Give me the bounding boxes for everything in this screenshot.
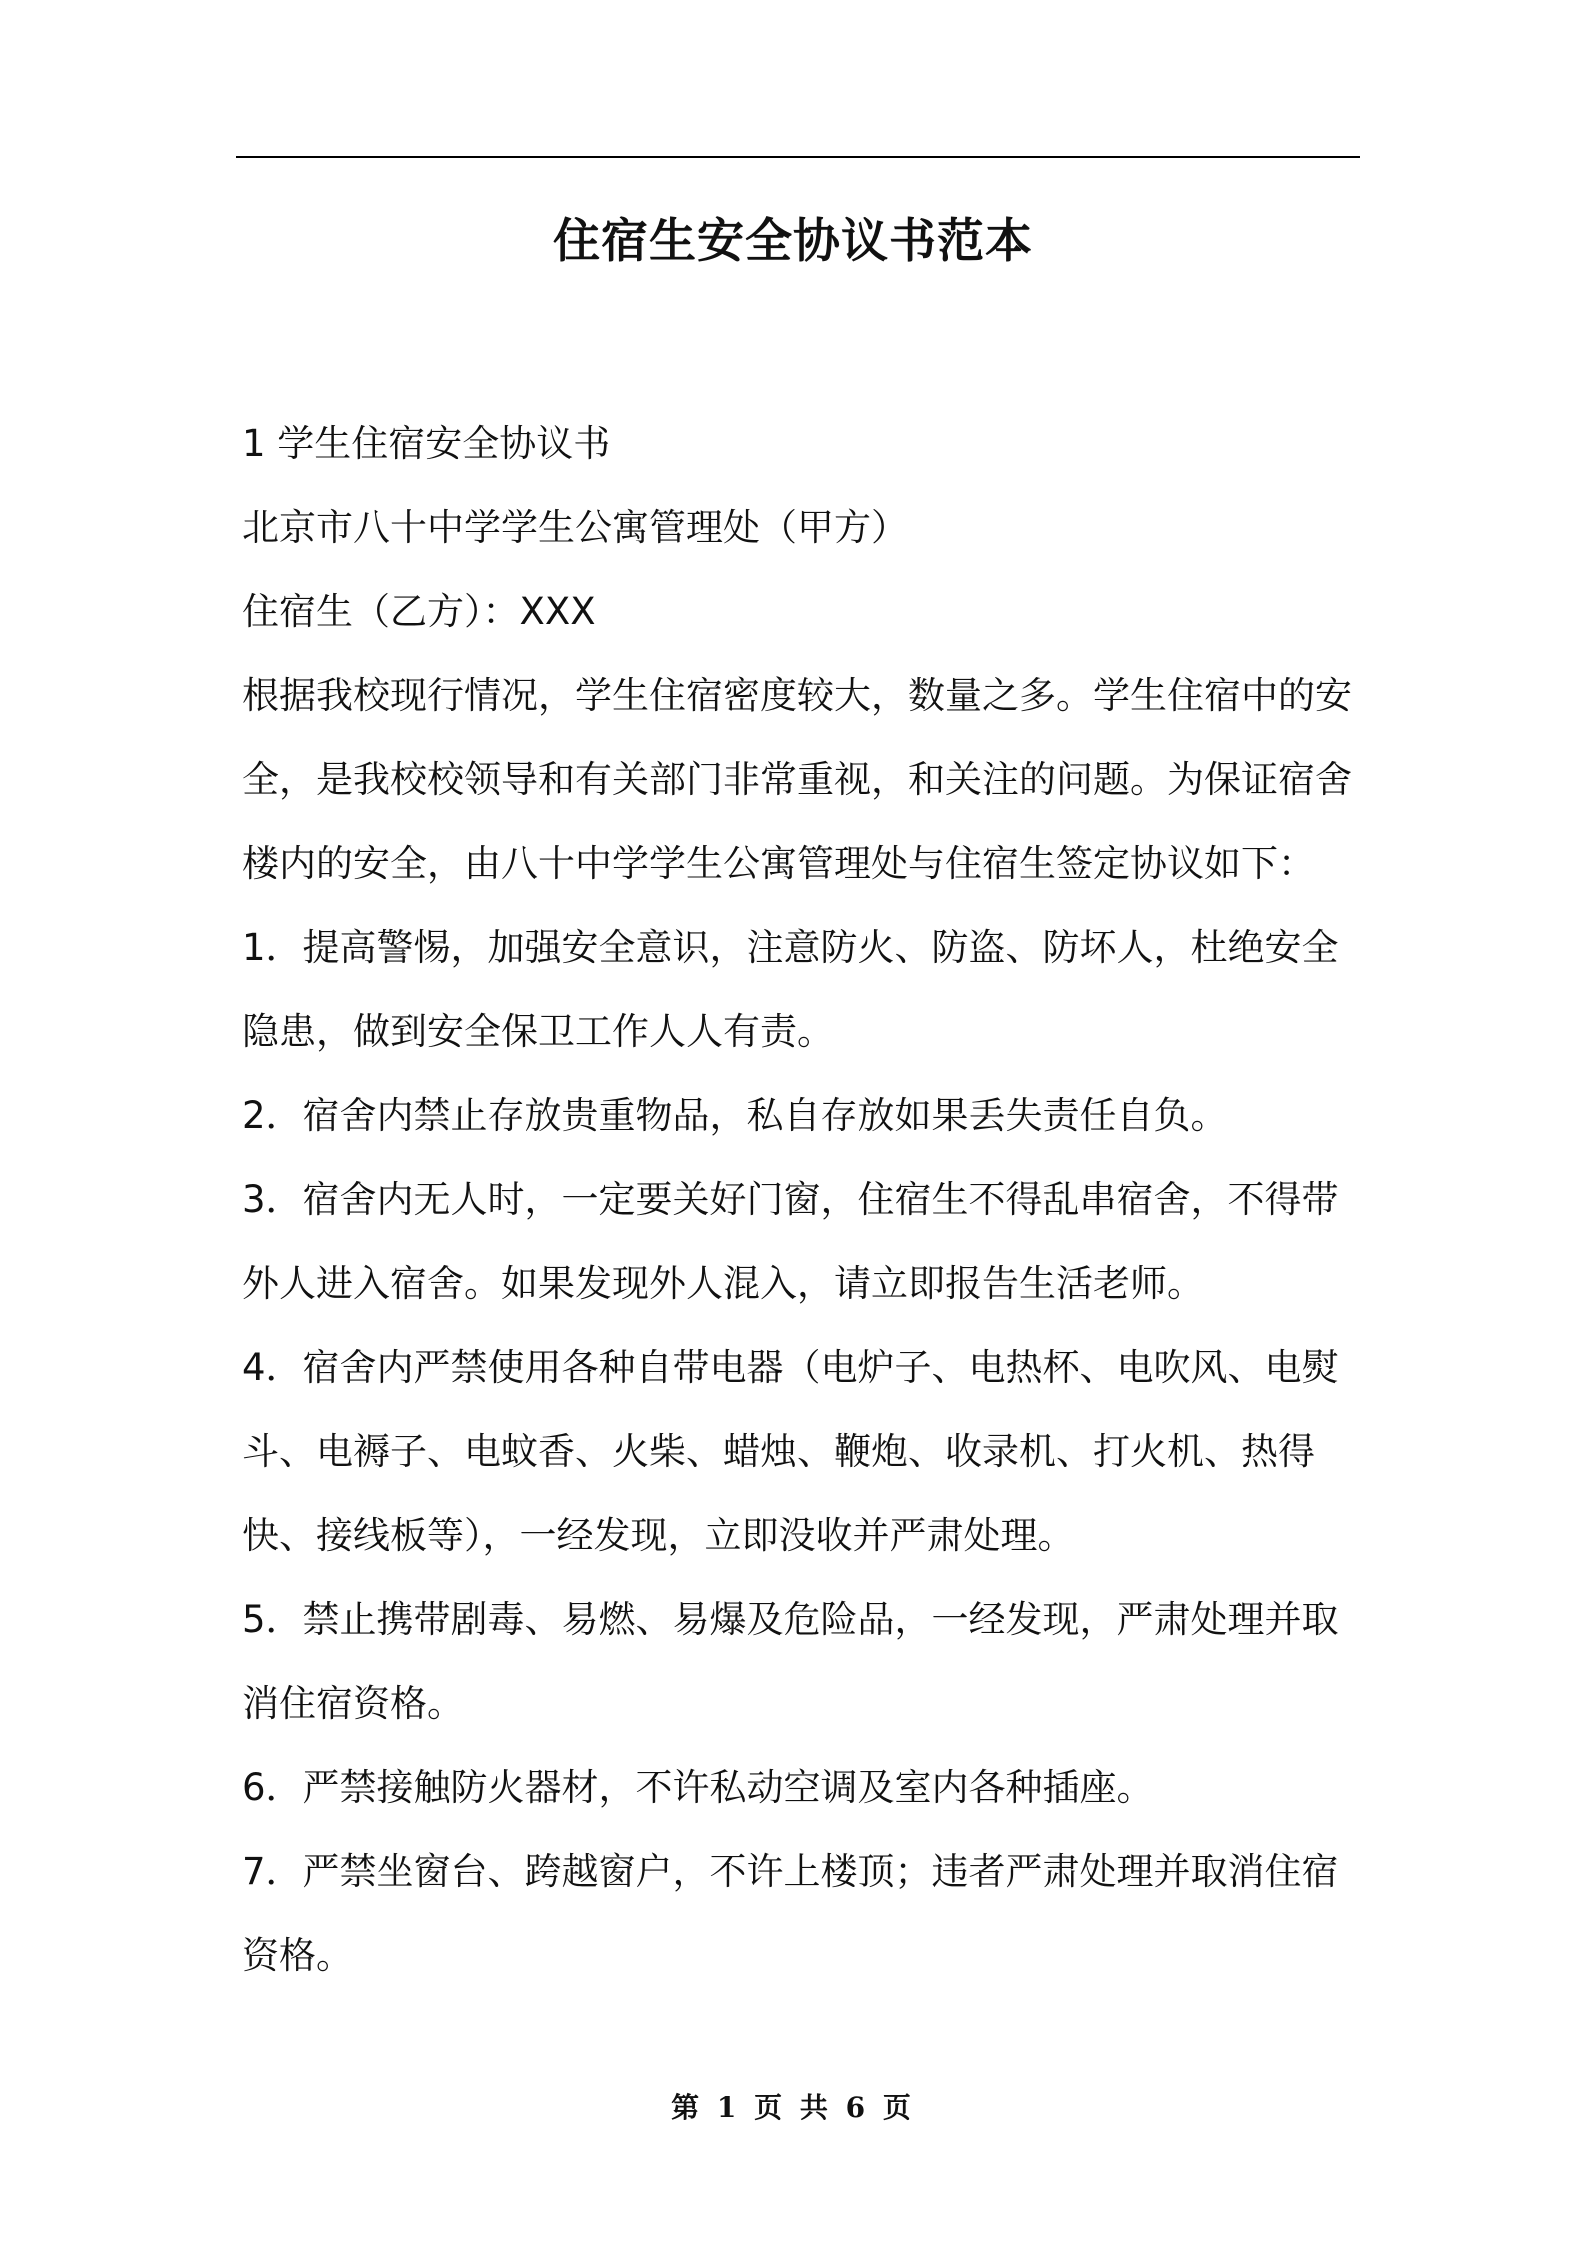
clause-3: 3．宿舍内无人时，一定要关好门窗，住宿生不得乱串宿舍，不得带外人进入宿舍。如果发现外人混入，请立即报告生活老师。 [242, 1178, 1339, 1305]
party-b-line: 住宿生（乙方）：XXX [242, 590, 596, 633]
clause-4: 4．宿舍内严禁使用各种自带电器（电炉子、电热杯、电吹风、电熨斗、电褥子、电蚊香、火柴、蜡烛、鞭炮、收录机、打火机、热得快、接线板等），一经发现，立即没收并严肃处理。 [242, 1346, 1339, 1557]
party-a-line: 北京市八十中学学生公寓管理处（甲方） [242, 506, 908, 549]
page-number: 第 1 页 共 6 页 [671, 2091, 915, 2124]
clause-5: 5．禁止携带剧毒、易燃、易爆及危险品，一经发现，严肃处理并取消住宿资格。 [242, 1598, 1339, 1725]
clause-7: 7．严禁坐窗台、跨越窗户，不许上楼顶；违者严肃处理并取消住宿资格。 [242, 1850, 1339, 1977]
document-body [242, 402, 1360, 1998]
document-title: 住宿生安全协议书范本 [553, 214, 1033, 269]
clause-2: 2．宿舍内禁止存放贵重物品，私自存放如果丢失责任自负。 [242, 1094, 1228, 1137]
clause-1: 1．提高警惕，加强安全意识，注意防火、防盗、防坏人，杜绝安全隐患，做到安全保卫工作人人有责。 [242, 926, 1339, 1053]
section-heading: 1 学生住宿安全协议书 [242, 422, 611, 465]
intro-paragraph: 根据我校现行情况，学生住宿密度较大，数量之多。学生住宿中的安全，是我校校领导和有关部门非常重视，和关注的问题。为保证宿舍楼内的安全，由八十中学学生公寓管理处与住宿生签定协议如下： [242, 674, 1352, 885]
header-divider [236, 156, 1360, 158]
clause-6: 6．严禁接触防火器材，不许私动空调及室内各种插座。 [242, 1766, 1154, 1809]
